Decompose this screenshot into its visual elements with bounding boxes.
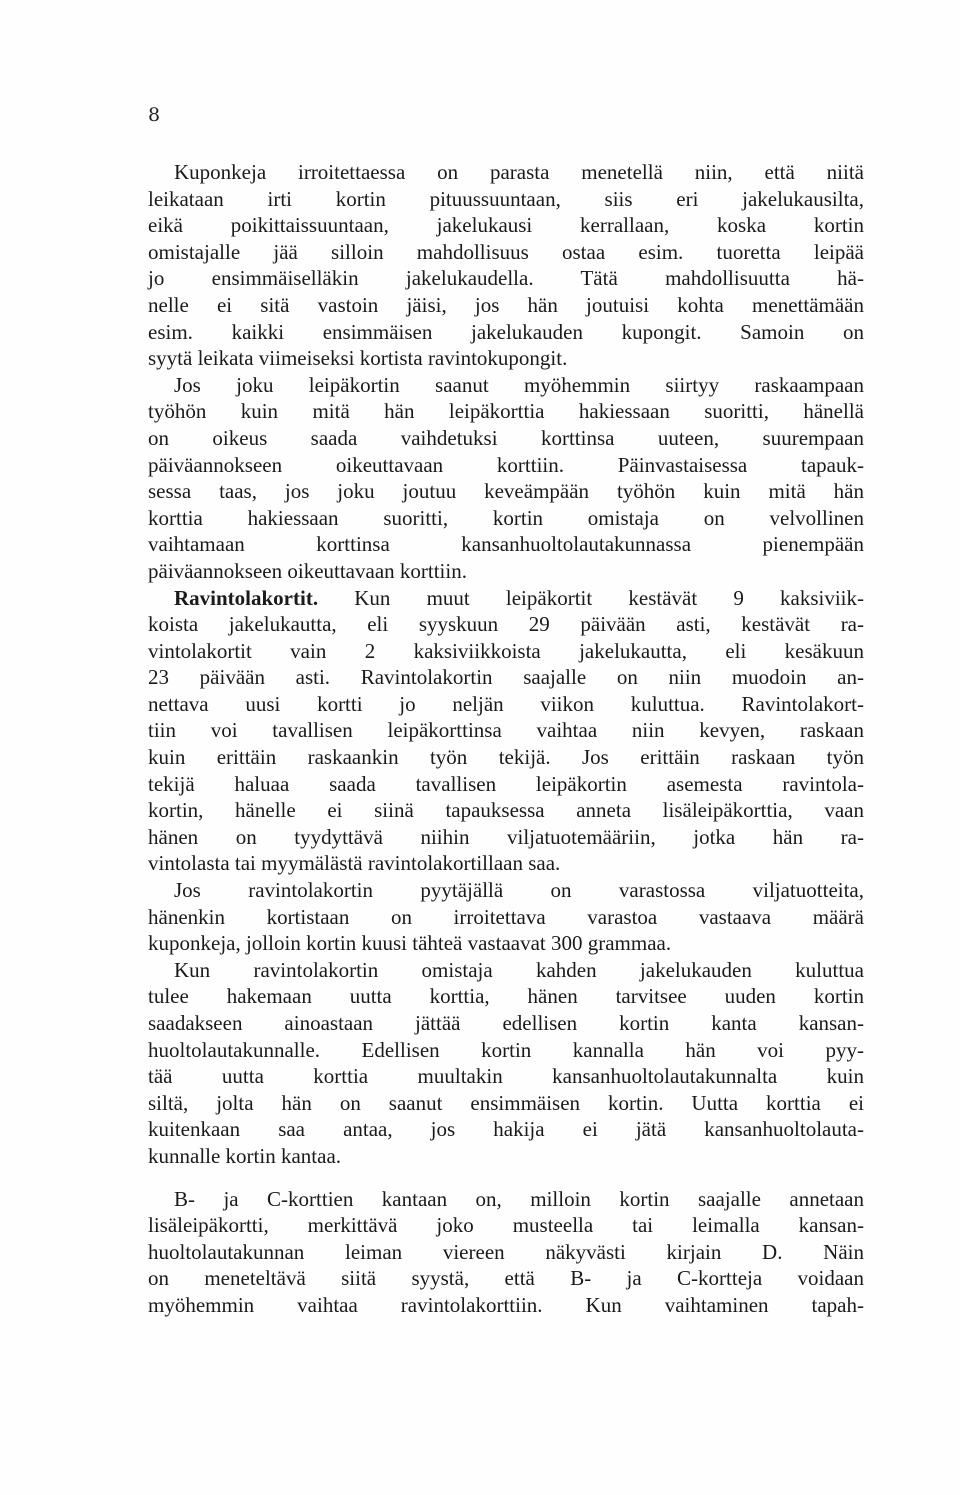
text-line: työhön kuin mitä hän leipäkorttia hakiessaan suoritti, hänellä bbox=[148, 399, 864, 424]
text-line: Kun ravintolakortin omistaja kahden jakelukauden kuluttua bbox=[174, 957, 864, 982]
paragraph-new-card bbox=[148, 957, 864, 1170]
text-line: leikataan irti kortin pituussuuntaan, siis eri jakelukausilta, bbox=[148, 186, 864, 211]
text-line: huoltolautakunnalle. Edellisen kortin kannalla hän voi pyy- bbox=[148, 1037, 864, 1062]
heading-line-rest: Kun muut leipäkortit kestävät 9 kaksiviik- bbox=[318, 585, 864, 610]
text-line: kunnalle kortin kantaa. bbox=[148, 1143, 342, 1168]
text-line: Jos joku leipäkortin saanut myöhemmin siirtyy raskaampaan bbox=[174, 372, 864, 397]
paragraph-grain-stock bbox=[148, 877, 864, 957]
section-heading: Ravintolakortit. bbox=[174, 585, 319, 610]
body-text bbox=[148, 159, 864, 1319]
text-line: myöhemmin vaihtaa ravintolakorttiin. Kun vaihtaminen tapah- bbox=[148, 1292, 864, 1317]
text-line: B- ja C-korttien kantaan on, milloin kortin saajalle annetaan bbox=[174, 1186, 864, 1211]
text-line: nelle ei sitä vastoin jäisi, jos hän joutuisi kohta menettämään bbox=[148, 292, 864, 317]
text-line: vintolasta tai myymälästä ravintolakortillaan saa. bbox=[148, 851, 561, 876]
text-line: 23 päivään asti. Ravintolakortin saajalle on niin muodoin an- bbox=[148, 665, 864, 690]
text-line: saadakseen ainoastaan jättää edellisen kortin kanta kansan- bbox=[148, 1011, 864, 1035]
text-line: huoltolautakunnan leiman viereen näkyvästi kirjain D. Näin bbox=[148, 1239, 864, 1264]
text-line bbox=[148, 585, 864, 612]
text-line: hänenkin kortistaan on irroitettava varastoa vastaava määrä bbox=[148, 904, 864, 929]
text-line: vintolakortit vain 2 kaksiviikkoista jakelukautta, eli kesäkuun bbox=[148, 638, 864, 663]
text-line: kuitenkaan saa antaa, jos hakija ei jätä kansanhuoltolauta- bbox=[148, 1117, 864, 1142]
paragraph-bc-cards bbox=[148, 1186, 864, 1319]
text-line: hänen on tyydyttävä niihin viljatuotemääriin, jotka hän ra- bbox=[148, 824, 864, 849]
text-line: siltä, jolta hän on saanut ensimmäisen kortin. Uutta korttia ei bbox=[148, 1090, 864, 1115]
text-line: on meneteltävä siitä syystä, että B- ja C-kortteja voidaan bbox=[148, 1266, 864, 1291]
text-line: kortin, hänelle ei siinä tapauksessa anneta lisäleipäkorttia, vaan bbox=[148, 798, 864, 823]
text-line: tekijä haluaa saada tavallisen leipäkortin asemesta ravintola- bbox=[148, 771, 864, 796]
text-line: korttia hakiessaan suoritti, kortin omistaja on velvollinen bbox=[148, 505, 864, 530]
text-line: kuin erittäin raskaankin työn tekijä. Jos erittäin raskaan työn bbox=[148, 745, 864, 770]
text-line: eikä poikittaissuuntaan, jakelukausi kerrallaan, koska kortin bbox=[148, 213, 864, 238]
text-line: sessa taas, jos joku joutuu keveämpään työhön kuin mitä hän bbox=[148, 479, 864, 504]
text-line: nettava uusi kortti jo neljän viikon kuluttua. Ravintolakort- bbox=[148, 691, 864, 716]
paragraph-coupons bbox=[148, 159, 864, 372]
text-line: esim. kaikki ensimmäisen jakelukauden kupongit. Samoin on bbox=[148, 319, 864, 344]
text-line: päiväannokseen oikeuttavaan korttiin. Päinvastaisessa tapauk- bbox=[148, 452, 864, 477]
text-line: tulee hakemaan uutta korttia, hänen tarvitsee uuden kortin bbox=[148, 984, 864, 1009]
text-line: kuponkeja, jolloin kortin kuusi tähteä vastaavat 300 grammaa. bbox=[148, 931, 672, 956]
text-line: Jos ravintolakortin pyytäjällä on varastossa viljatuotteita, bbox=[174, 878, 864, 903]
paragraph-gap bbox=[148, 1170, 864, 1186]
text-line: tää uutta korttia muultakin kansanhuoltolautakunnalta kuin bbox=[148, 1064, 864, 1089]
text-line: tiin voi tavallisen leipäkorttinsa vaihtaa niin kevyen, raskaan bbox=[148, 718, 864, 743]
page-number: 8 bbox=[148, 104, 161, 126]
text-line: päiväannokseen oikeuttavaan korttiin. bbox=[148, 558, 467, 583]
text-line: lisäleipäkortti, merkittävä joko musteella tai leimalla kansan- bbox=[148, 1213, 864, 1238]
text-line: on oikeus saada vaihdetuksi korttinsa uuteen, suurempaan bbox=[148, 425, 864, 450]
text-line: vaihtamaan korttinsa kansanhuoltolautakunnassa pienempään bbox=[148, 532, 864, 557]
text-line: omistajalle jää silloin mahdollisuus ostaa esim. tuoretta leipää bbox=[148, 239, 864, 264]
text-line: koista jakelukautta, eli syyskuun 29 päivään asti, kestävät ra- bbox=[148, 612, 864, 637]
text-line: syytä leikata viimeiseksi kortista ravintokupongit. bbox=[148, 346, 568, 371]
paragraph-heavier-work bbox=[148, 372, 864, 585]
text-line: Kuponkeja irroitettaessa on parasta menetellä niin, että niitä bbox=[174, 160, 864, 184]
text-line: jo ensimmäiselläkin jakelukaudella. Tätä mahdollisuutta hä- bbox=[148, 266, 864, 291]
paragraph-restaurant-cards bbox=[148, 585, 864, 878]
